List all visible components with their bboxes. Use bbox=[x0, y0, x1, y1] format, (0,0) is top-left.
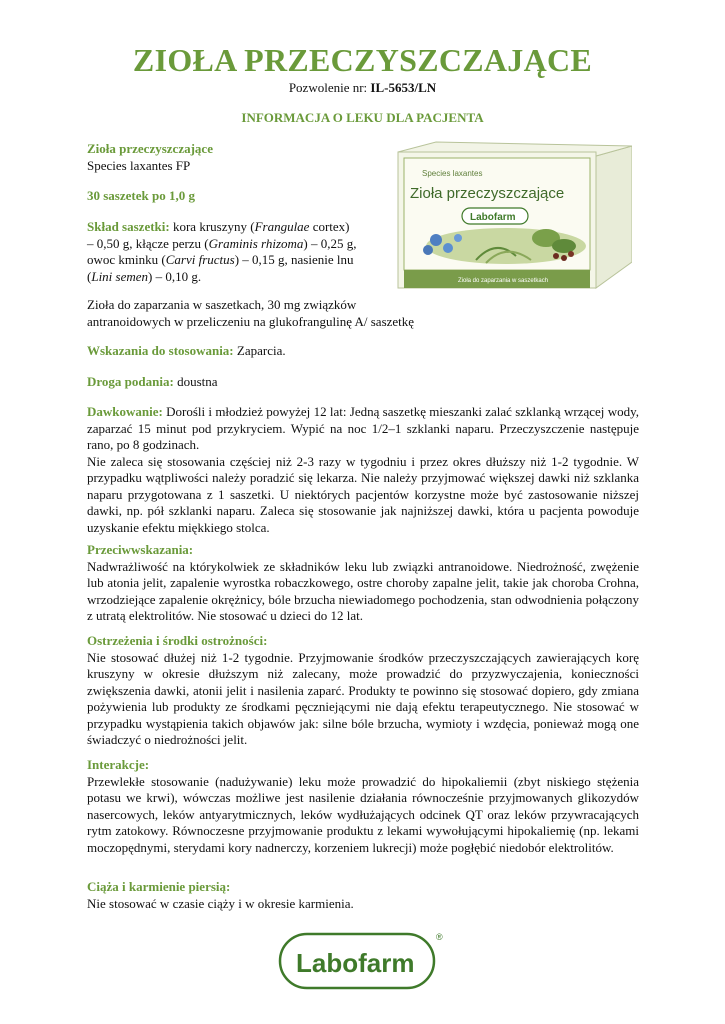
composition-text: cortex) bbox=[309, 219, 350, 234]
composition-label: Skład saszetki: bbox=[87, 219, 170, 234]
labofarm-logo bbox=[278, 928, 448, 994]
product-name: Zioła przeczyszczające bbox=[87, 141, 213, 156]
composition-text: ) – 0,15 g, nasienie lnu bbox=[234, 252, 354, 267]
composition-text: ( bbox=[87, 268, 92, 284]
interactions-label: Interakcje: bbox=[87, 757, 150, 772]
warnings-text: Nie stosować dłużej niż 1-2 tygodnie. Przyjmowanie środków przeczyszczających zawierających korę kruszyny w okresie dłuższym niż zalecany, może prowadzić do przyzwyczajenia, konieczności zwiększenia dawki, atonii jelit i nasilenia zaparć. Produkty te powinno się stosować dopiero, gdy zmiana pożywienia lub produkty ze środkami pęczniejącymi nie dają efektu terapeutycznego. Nie stosować w przypadku wystąpienia takich objawów jak: silne bóle brzucha, wymioty i wzdęcia, ponieważ mogą one świadczyć o niedrożności jelit. bbox=[87, 649, 639, 747]
composition-text: ) – 0,10 g. bbox=[148, 268, 202, 284]
pregnancy-label: Ciąża i karmienie piersią: bbox=[87, 879, 231, 894]
composition-text: ) – 0,25 g, bbox=[303, 235, 357, 251]
composition-block bbox=[87, 219, 377, 285]
permit-line bbox=[0, 80, 725, 97]
composition-latin: Graminis rhizoma bbox=[208, 235, 304, 251]
dosage-text-2: Nie zaleca się stosowania częściej niż 2-3 razy w tygodniu i przez okres dłuższy niż 1-2 tygodnie. W przypadku wątpliwości należy poradzić się lekarza. Nie należy przyjmować większej dawki niż szklanka naparu przygotowana z 1 saszetki. U niektórych pacjentów korzystne może być zastosowanie niższej dawki, np. pół szklanki naparu. Zaleca się stosowanie jak najniższej dawki, która u pacjenta powoduje uzyskanie efektu miękkiego stolca. bbox=[87, 453, 639, 535]
box-species-label: Species laxantes bbox=[422, 169, 483, 178]
latin-name: Species laxantes FP bbox=[87, 157, 191, 173]
dosage-section bbox=[87, 404, 639, 536]
composition-text: – 0,50 g, kłącze perzu ( bbox=[87, 235, 209, 251]
box-brand: Labofarm bbox=[470, 212, 516, 223]
permit-prefix: Pozwolenie nr: bbox=[288, 80, 371, 95]
logo-text: Labofarm bbox=[296, 948, 415, 978]
contraindications-section bbox=[87, 542, 639, 625]
interactions-section bbox=[87, 757, 639, 856]
composition-text: kora kruszyny ( bbox=[169, 219, 255, 234]
route-label: Droga podania: bbox=[87, 374, 174, 389]
product-box-image bbox=[396, 138, 632, 290]
composition-text: owoc kminku ( bbox=[87, 252, 166, 267]
info-header: INFORMACJA O LEKU DLA PACJENTA bbox=[241, 110, 484, 125]
pregnancy-section bbox=[87, 879, 639, 912]
dosage-text: Dorośli i młodzież powyżej 12 lat: Jedną saszetkę mieszanki zalać szklanką wrzącej wody, zaparzać 15 minut pod przykryciem. Wypić na noc 1/2–1 szklanki naparu. Przeczyszczenie następuje rano, po 8 godzinach. bbox=[87, 404, 639, 452]
route-text: doustna bbox=[173, 374, 218, 389]
dosage-label: Dawkowanie: bbox=[87, 404, 163, 419]
antranoid-line: Zioła do zaparzania w saszetkach, 30 mg związków bbox=[87, 297, 357, 312]
box-product-name: Zioła przeczyszczające bbox=[410, 185, 565, 202]
product-block bbox=[87, 141, 387, 174]
composition-latin: Frangulae bbox=[254, 219, 310, 234]
indications bbox=[87, 343, 286, 360]
interactions-text: Przewlekłe stosowanie (nadużywanie) leku może prowadzić do hipokaliemii (zbyt niskiego stężenia potasu we krwi), wówczas możliwe jest nasilenie działania równocześnie przyjmowanych glikozydów nasercowych, leków antyarytmicznych, leków wydłużających odcinek QT oraz leków przywracających rytm zatokowy. Równoczesne przyjmowanie produktu z lekami wywołującymi hipokaliemię (np. lekami moczopędnymi, sterydami kory nadnerczy, korzeniem lukrecji) może pogłębić niedobór elektrolitów. bbox=[87, 773, 639, 855]
pregnancy-text: Nie stosować w czasie ciąży i w okresie karmienia. bbox=[87, 895, 354, 911]
route bbox=[87, 374, 218, 391]
contraindications-text: Nadwrażliwość na którykolwiek ze składników leku lub związki antranoidowe. Niedrożność, zwężenie lub atonia jelit, zapalenie wyrostka robaczkowego, ostre choroby zapalne jelit, takie jak choroba Crohna, wrzodziejące zapalenie okrężnicy, bóle brzucha niewiadomego pochodzenia, stan odwodnienia połączony z utratą elektrolitów. Nie stosować u dzieci do 12 lat. bbox=[87, 558, 639, 623]
warnings-section bbox=[87, 633, 639, 749]
contraindications-label: Przeciwwskazania: bbox=[87, 542, 194, 557]
permit-number: IL-5653/LN bbox=[370, 80, 437, 95]
indications-text: Zaparcia. bbox=[233, 343, 286, 358]
package-info: 30 saszetek po 1,0 g bbox=[87, 188, 195, 203]
box-footer: Zioła do zaparzania w saszetkach bbox=[458, 278, 549, 284]
page-title: ZIOŁA PRZECZYSZCZAJĄCE bbox=[132, 42, 593, 78]
antranoid-line: antranoidowych w przeliczeniu na glukofrangulinę A/ saszetkę bbox=[87, 313, 415, 329]
warnings-label: Ostrzeżenia i środki ostrożności: bbox=[87, 633, 268, 648]
antranoid-info bbox=[87, 297, 487, 330]
logo-registered-mark: ® bbox=[436, 932, 443, 942]
composition-latin: Carvi fructus bbox=[165, 252, 235, 267]
indications-label: Wskazania do stosowania: bbox=[87, 343, 234, 358]
composition-latin: Lini semen bbox=[91, 268, 149, 284]
